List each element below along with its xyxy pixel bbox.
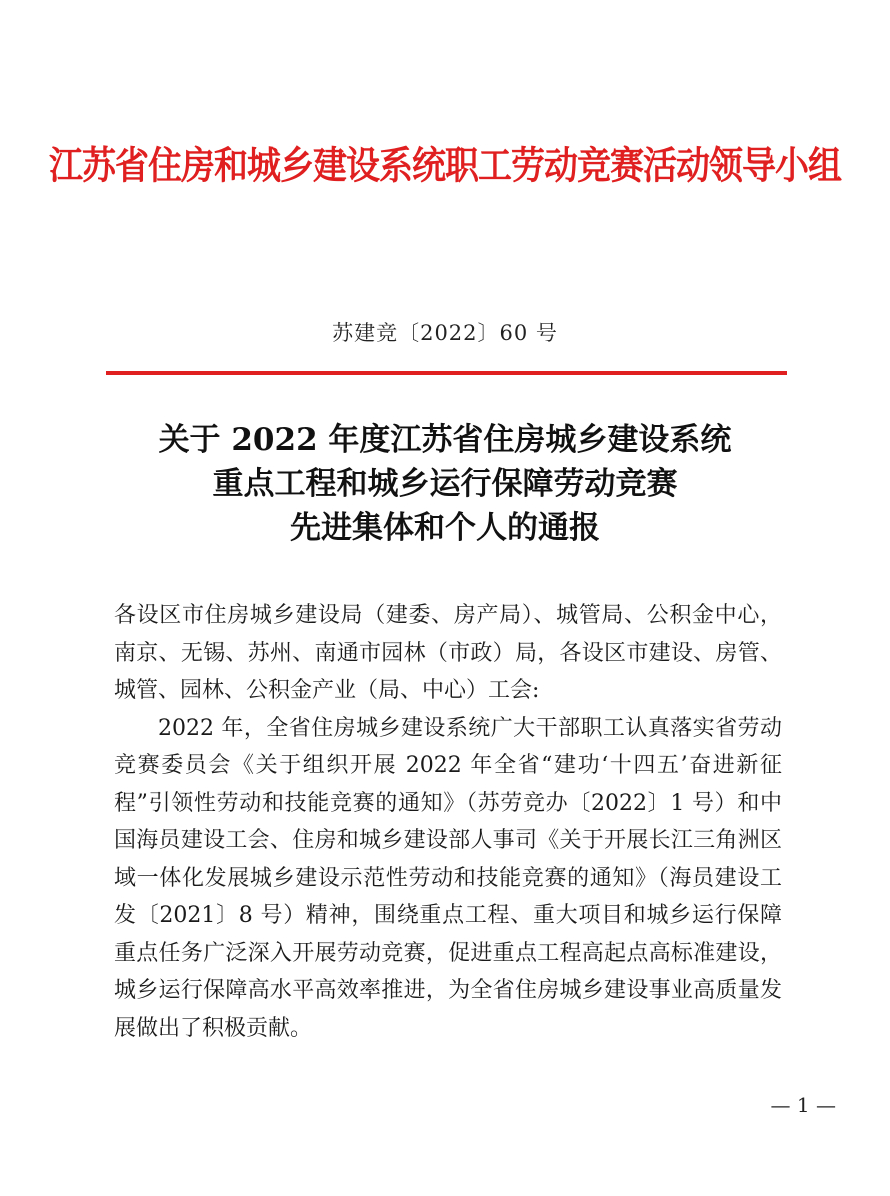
issuing-organization-header: 江苏省住房和城乡建设系统职工劳动竞赛活动领导小组: [49, 143, 841, 189]
title-line-3: 先进集体和个人的通报: [290, 510, 600, 546]
title-line-2: 重点工程和城乡运行保障劳动竞赛: [212, 466, 678, 502]
page-number: — 1 —: [770, 1093, 836, 1117]
title-line-1: 关于 2022 年度江苏省住房城乡建设系统: [158, 422, 732, 458]
document-title: [60, 418, 830, 550]
addressee-paragraph: 各设区市住房城乡建设局（建委、房产局）、城管局、公积金中心，南京、无锡、苏州、南通市园林（市政）局，各设区市建设、房管、城管、园林、公积金产业（局、中心）工会:: [114, 603, 782, 703]
red-separator-line: [106, 371, 787, 375]
document-number: 苏建竞〔2022〕60 号: [332, 321, 558, 345]
document-body: [114, 597, 782, 1047]
body-paragraph-1: 2022 年，全省住房城乡建设系统广大干部职工认真落实省劳动竞赛委员会《关于组织开展 2022 年全省“建功‘十四五’奋进新征程”引领性劳动和技能竞赛的通知》（苏劳竞办〔2022〕1 号）和中国海员建设工会、住房和城乡建设部人事司《关于开展长江三角洲区域一体化发展城乡建设示范性劳动和技能竞赛的通知》（海员建设工发〔2021〕8 号）精神，围绕重点工程、重大项目和城乡运行保障重点任务广泛深入开展劳动竞赛，促进重点工程高起点高标准建设，城乡运行保障高水平高效率推进，为全省住房城乡建设事业高质量发展做出了积极贡献。: [114, 715, 782, 1041]
